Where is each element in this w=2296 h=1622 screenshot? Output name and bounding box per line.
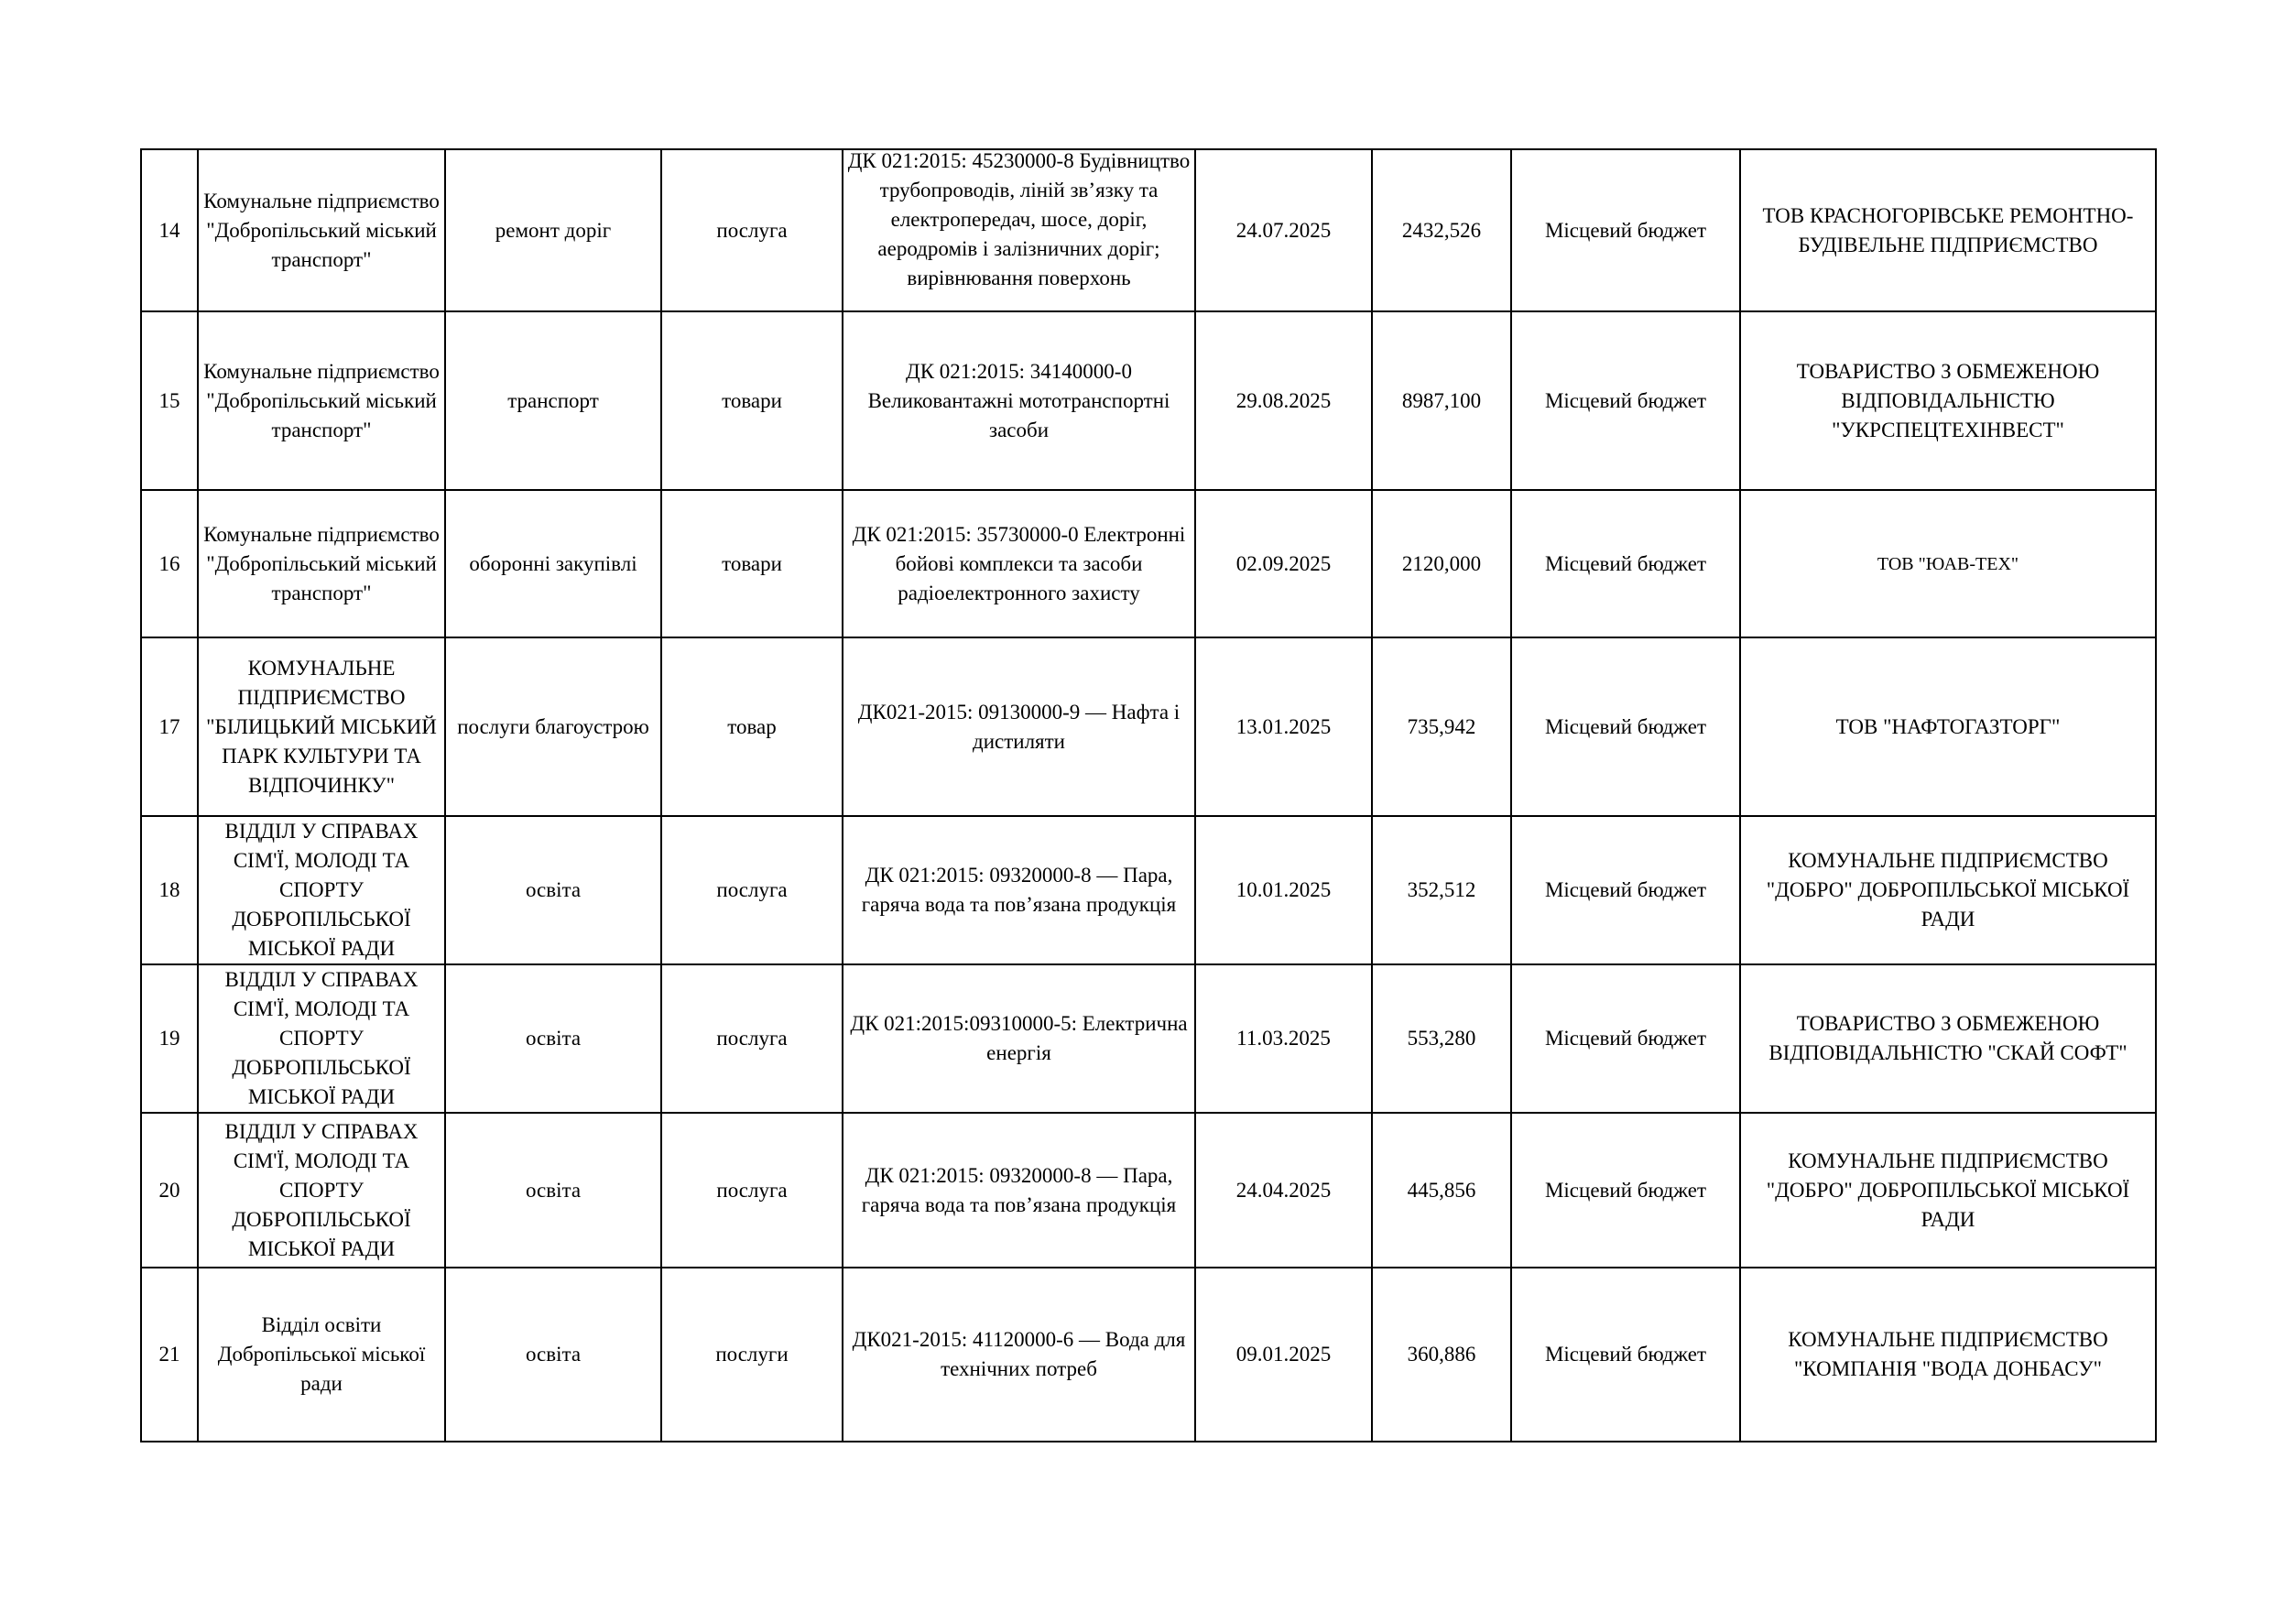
row-number-cell: 15 xyxy=(141,311,198,490)
amount-cell: 2432,526 xyxy=(1372,149,1511,311)
table-row xyxy=(141,311,2156,490)
row-number-cell: 16 xyxy=(141,490,198,637)
row-number-cell: 17 xyxy=(141,637,198,816)
row-number-cell: 19 xyxy=(141,964,198,1113)
supplier-cell: КОМУНАЛЬНЕ ПІДПРИЄМСТВО "КОМПАНІЯ "ВОДА ДОНБАСУ" xyxy=(1740,1268,2156,1442)
sector-cell: послуги благоустрою xyxy=(445,637,661,816)
supplier-cell: ТОВ "НАФТОГАЗТОРГ" xyxy=(1740,637,2156,816)
funding-source-cell: Місцевий бюджет xyxy=(1511,490,1740,637)
cpv-code-cell: ДК021-2015: 41120000-6 — Вода для технічних потреб xyxy=(843,1268,1195,1442)
row-number-cell: 21 xyxy=(141,1268,198,1442)
sector-cell: освіта xyxy=(445,964,661,1113)
contract-date-cell: 24.04.2025 xyxy=(1195,1113,1372,1268)
amount-cell: 8987,100 xyxy=(1372,311,1511,490)
table-row xyxy=(141,964,2156,1113)
supplier-cell: КОМУНАЛЬНЕ ПІДПРИЄМСТВО "ДОБРО" ДОБРОПІЛЬСЬКОЇ МІСЬКОЇ РАДИ xyxy=(1740,1113,2156,1268)
table-row xyxy=(141,816,2156,964)
procurement-type-cell: товари xyxy=(661,311,843,490)
amount-cell: 2120,000 xyxy=(1372,490,1511,637)
table-row xyxy=(141,637,2156,816)
table-body xyxy=(141,149,2156,1442)
supplier-cell: ТОВАРИСТВО З ОБМЕЖЕНОЮ ВІДПОВІДАЛЬНІСТЮ "СКАЙ СОФТ" xyxy=(1740,964,2156,1113)
sector-cell: освіта xyxy=(445,816,661,964)
customer-cell: Комунальне підприємство "Добропільський міський транспорт" xyxy=(198,311,445,490)
customer-cell: ВІДДІЛ У СПРАВАХ СІМ'Ї, МОЛОДІ ТА СПОРТУ ДОБРОПІЛЬСЬКОЇ МІСЬКОЇ РАДИ xyxy=(198,1113,445,1268)
procurement-type-cell: послуга xyxy=(661,1113,843,1268)
funding-source-cell: Місцевий бюджет xyxy=(1511,1268,1740,1442)
cpv-code-cell: ДК 021:2015: 09320000-8 — Пара, гаряча вода та пов’язана продукція xyxy=(843,816,1195,964)
table-row xyxy=(141,149,2156,311)
amount-cell: 352,512 xyxy=(1372,816,1511,964)
cpv-code-cell: ДК 021:2015: 09320000-8 — Пара, гаряча вода та пов’язана продукція xyxy=(843,1113,1195,1268)
cpv-code-cell: ДК 021:2015: 34140000-0 Великовантажні мототранспортні засоби xyxy=(843,311,1195,490)
amount-cell: 360,886 xyxy=(1372,1268,1511,1442)
cpv-code-cell: ДК 021:2015: 35730000-0 Електронні бойові комплекси та засоби радіоелектронного захисту xyxy=(843,490,1195,637)
procurement-type-cell: товар xyxy=(661,637,843,816)
row-number-cell: 20 xyxy=(141,1113,198,1268)
contract-date-cell: 02.09.2025 xyxy=(1195,490,1372,637)
contract-date-cell: 29.08.2025 xyxy=(1195,311,1372,490)
procurement-type-cell: товари xyxy=(661,490,843,637)
contract-date-cell: 09.01.2025 xyxy=(1195,1268,1372,1442)
funding-source-cell: Місцевий бюджет xyxy=(1511,311,1740,490)
table-row xyxy=(141,1268,2156,1442)
procurement-type-cell: послуга xyxy=(661,149,843,311)
customer-cell: Комунальне підприємство "Добропільський міський транспорт" xyxy=(198,490,445,637)
cpv-code-cell: ДК 021:2015:09310000-5: Електрична енергія xyxy=(843,964,1195,1113)
contract-date-cell: 11.03.2025 xyxy=(1195,964,1372,1113)
table-row xyxy=(141,1113,2156,1268)
contract-date-cell: 24.07.2025 xyxy=(1195,149,1372,311)
row-number-cell: 18 xyxy=(141,816,198,964)
sector-cell: оборонні закупівлі xyxy=(445,490,661,637)
funding-source-cell: Місцевий бюджет xyxy=(1511,637,1740,816)
supplier-cell: КОМУНАЛЬНЕ ПІДПРИЄМСТВО "ДОБРО" ДОБРОПІЛЬСЬКОЇ МІСЬКОЇ РАДИ xyxy=(1740,816,2156,964)
supplier-cell: ТОВ КРАСНОГОРІВСЬКЕ РЕМОНТНО-БУДІВЕЛЬНЕ ПІДПРИЄМСТВО xyxy=(1740,149,2156,311)
customer-cell: КОМУНАЛЬНЕ ПІДПРИЄМСТВО "БІЛИЦЬКИЙ МІСЬКИЙ ПАРК КУЛЬТУРИ ТА ВІДПОЧИНКУ" xyxy=(198,637,445,816)
funding-source-cell: Місцевий бюджет xyxy=(1511,816,1740,964)
sector-cell: освіта xyxy=(445,1113,661,1268)
supplier-cell: ТОВАРИСТВО З ОБМЕЖЕНОЮ ВІДПОВІДАЛЬНІСТЮ "УКРСПЕЦТЕХІНВЕСТ" xyxy=(1740,311,2156,490)
funding-source-cell: Місцевий бюджет xyxy=(1511,964,1740,1113)
cpv-code-cell xyxy=(843,149,1195,311)
customer-cell: ВІДДІЛ У СПРАВАХ СІМ'Ї, МОЛОДІ ТА СПОРТУ ДОБРОПІЛЬСЬКОЇ МІСЬКОЇ РАДИ xyxy=(198,816,445,964)
table-row xyxy=(141,490,2156,637)
customer-cell: Комунальне підприємство "Добропільський міський транспорт" xyxy=(198,149,445,311)
sector-cell: ремонт доріг xyxy=(445,149,661,311)
procurement-table xyxy=(140,148,2157,1442)
contract-date-cell: 13.01.2025 xyxy=(1195,637,1372,816)
procurement-type-cell: послуга xyxy=(661,816,843,964)
amount-cell: 735,942 xyxy=(1372,637,1511,816)
procurement-type-cell: послуга xyxy=(661,964,843,1113)
customer-cell: Відділ освіти Добропільської міської ради xyxy=(198,1268,445,1442)
sector-cell: транспорт xyxy=(445,311,661,490)
cpv-code-text: ДК 021:2015: 45230000-8 Будівництво трубопроводів, ліній зв’язку та електропередач, шосе, доріг, аеродромів і залізничних доріг; вирівнювання поверхонь xyxy=(847,149,1191,289)
cpv-code-cell: ДК021-2015: 09130000-9 — Нафта і дистиляти xyxy=(843,637,1195,816)
supplier-cell: ТОВ "ЮАВ-ТЕХ" xyxy=(1740,490,2156,637)
procurement-type-cell: послуги xyxy=(661,1268,843,1442)
customer-cell: ВІДДІЛ У СПРАВАХ СІМ'Ї, МОЛОДІ ТА СПОРТУ ДОБРОПІЛЬСЬКОЇ МІСЬКОЇ РАДИ xyxy=(198,964,445,1113)
row-number-cell: 14 xyxy=(141,149,198,311)
funding-source-cell: Місцевий бюджет xyxy=(1511,149,1740,311)
amount-cell: 445,856 xyxy=(1372,1113,1511,1268)
sector-cell: освіта xyxy=(445,1268,661,1442)
amount-cell: 553,280 xyxy=(1372,964,1511,1113)
funding-source-cell: Місцевий бюджет xyxy=(1511,1113,1740,1268)
contract-date-cell: 10.01.2025 xyxy=(1195,816,1372,964)
